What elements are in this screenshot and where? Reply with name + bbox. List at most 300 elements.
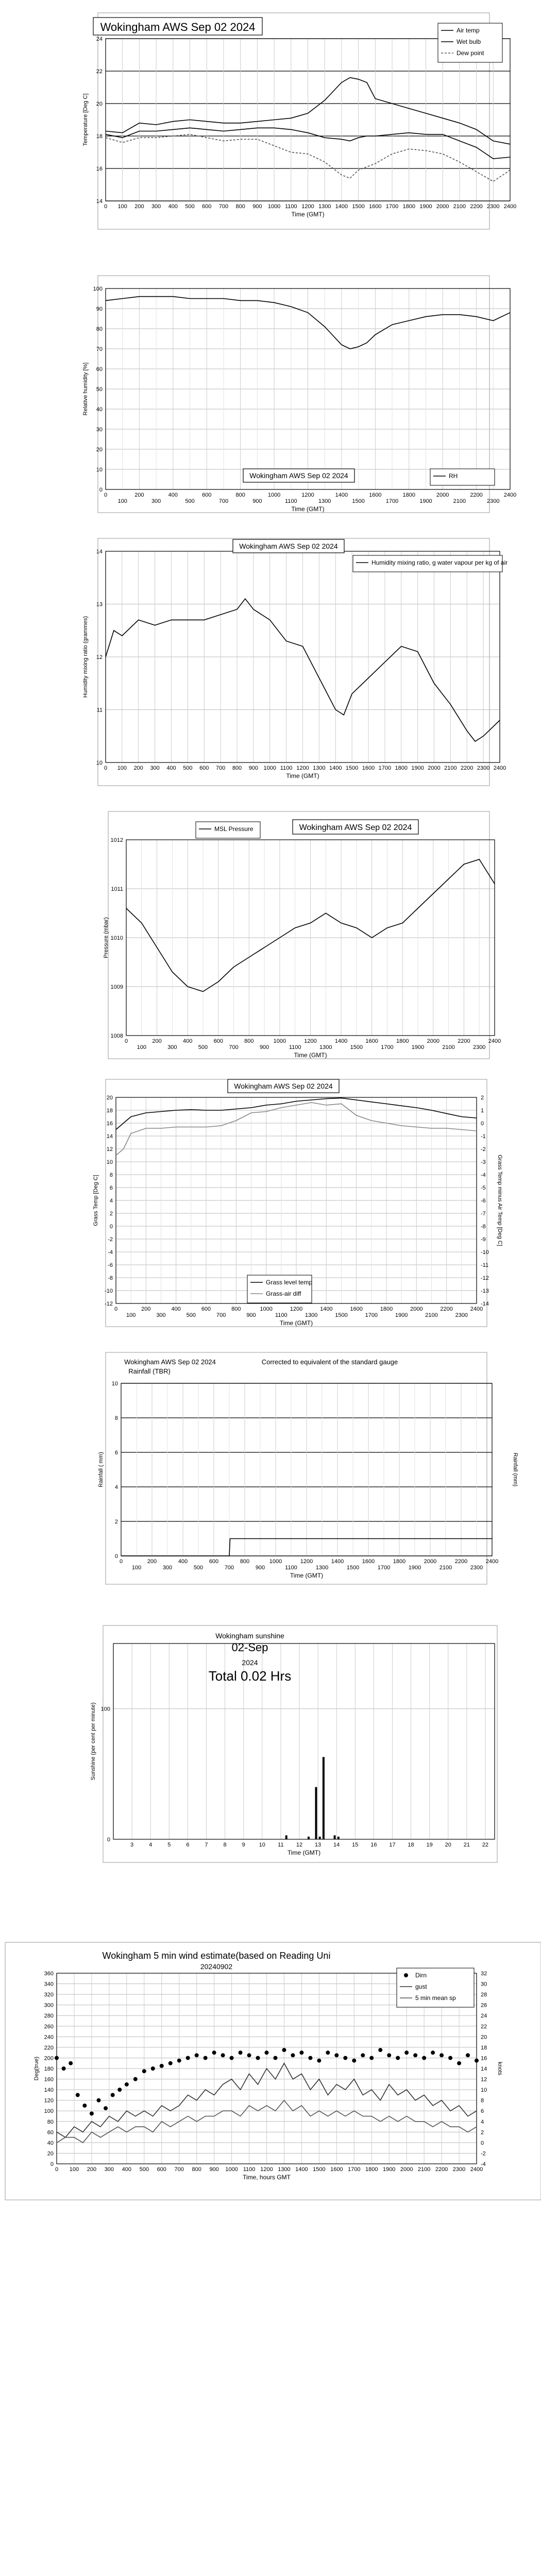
y-tick-label: 14 xyxy=(96,198,103,205)
y2-tick-label: 0 xyxy=(481,2140,484,2146)
y-axis-label: Pressure (mbar) xyxy=(103,917,109,958)
x-tick-label: 2300 xyxy=(487,498,500,504)
x-tick-label: 1500 xyxy=(335,1312,348,1318)
y2-tick-label: -4 xyxy=(481,2161,486,2167)
legend-label: Humidity mixing ratio, g water vapour per kg of air xyxy=(371,559,508,566)
y2-tick-label: -7 xyxy=(481,1211,486,1217)
x-tick-label: 200 xyxy=(87,2166,97,2173)
x-tick-label: 700 xyxy=(218,204,229,210)
x-tick-label: 1500 xyxy=(345,765,359,771)
y-tick-label: 20 xyxy=(96,447,103,453)
x-tick-label: 1900 xyxy=(382,2166,396,2173)
y-tick-label: 360 xyxy=(44,1971,54,1977)
x-tick-label: 1200 xyxy=(300,1558,313,1565)
wind-direction-point xyxy=(343,2056,347,2060)
y-tick-label: 100 xyxy=(93,286,103,292)
legend-label: Grass-air diff xyxy=(266,1290,301,1297)
x-tick-label: 500 xyxy=(185,204,195,210)
y-tick-label: 20 xyxy=(96,101,103,107)
y-tick-label: 0 xyxy=(107,1837,110,1843)
x-tick-label: 1200 xyxy=(301,492,314,498)
legend-label: gust xyxy=(415,1983,427,1990)
y-tick-label: 16 xyxy=(96,166,103,172)
y-tick-label: 8 xyxy=(114,1415,118,1421)
y-tick-label: -6 xyxy=(108,1262,113,1268)
x-tick-label: 100 xyxy=(117,204,127,210)
x-tick-label: 4 xyxy=(149,1842,153,1848)
wind-direction-point xyxy=(195,2053,199,2057)
y2-tick-label: 32 xyxy=(481,1971,487,1977)
humidity-chart-panel xyxy=(0,273,541,515)
y2-tick-label: 6 xyxy=(481,2108,484,2115)
y-tick-label: 220 xyxy=(44,2044,54,2051)
x-tick-label: 1600 xyxy=(350,1306,363,1312)
y-axis-label: Deg(true) xyxy=(33,2056,40,2081)
x-tick-label: 20 xyxy=(445,1842,451,1848)
x-tick-label: 600 xyxy=(213,1038,223,1044)
y2-tick-label: 8 xyxy=(481,2097,484,2104)
x-tick-label: 1900 xyxy=(419,204,432,210)
chart-subtitle: Rainfall (TBR) xyxy=(128,1367,171,1375)
wind-direction-point xyxy=(265,2050,269,2055)
chart-frame xyxy=(108,811,489,1059)
y2-tick-label: 16 xyxy=(481,2055,487,2062)
x-tick-label: 2100 xyxy=(425,1312,438,1318)
wind-direction-point xyxy=(133,2077,138,2081)
x-tick-label: 1400 xyxy=(329,765,342,771)
x-tick-label: 400 xyxy=(168,492,178,498)
y-tick-label: 1009 xyxy=(110,984,123,990)
y-tick-label: -2 xyxy=(108,1236,113,1243)
rainfall-chart xyxy=(0,1350,541,1587)
x-tick-label: 2400 xyxy=(493,765,506,771)
x-tick-label: 1100 xyxy=(280,765,293,771)
x-tick-label: 1700 xyxy=(385,498,399,504)
y-tick-label: 14 xyxy=(106,1133,113,1140)
wind-direction-point xyxy=(142,2069,146,2073)
wind-direction-point xyxy=(239,2050,243,2055)
sunshine-bar xyxy=(308,1837,310,1839)
x-tick-label: 1900 xyxy=(411,765,424,771)
wind-direction-point xyxy=(62,2066,66,2071)
x-tick-label: 1600 xyxy=(369,492,382,498)
x-axis-label: Time (GMT) xyxy=(287,1849,321,1856)
y2-tick-label: 2 xyxy=(481,2129,484,2136)
wind-direction-point xyxy=(69,2061,73,2065)
wind-direction-point xyxy=(186,2056,190,2060)
x-tick-label: 14 xyxy=(333,1842,340,1848)
x-tick-label: 1800 xyxy=(402,492,415,498)
sunshine-chart-panel xyxy=(0,1623,541,1865)
x-tick-label: 600 xyxy=(199,765,209,771)
x-tick-label: 1800 xyxy=(380,1306,393,1312)
x-axis-label: Time (GMT) xyxy=(294,1052,327,1059)
wind-direction-point xyxy=(387,2053,391,2057)
y-tick-label: 24 xyxy=(96,36,103,42)
x-tick-label: 2000 xyxy=(436,492,449,498)
y-tick-label: 14 xyxy=(96,549,103,555)
x-tick-label: 500 xyxy=(183,765,193,771)
x-tick-label: 1700 xyxy=(365,1312,378,1318)
y2-tick-label: -13 xyxy=(481,1288,489,1294)
x-tick-label: 1200 xyxy=(301,204,314,210)
x-tick-label: 2400 xyxy=(503,204,517,210)
x-tick-label: 1600 xyxy=(330,2166,343,2173)
chart-title: Wokingham AWS Sep 02 2024 xyxy=(234,1082,333,1090)
x-tick-label: 2000 xyxy=(427,1038,440,1044)
y2-tick-label: -2 xyxy=(481,1146,486,1153)
x-tick-label: 600 xyxy=(157,2166,166,2173)
relative-humidity-chart xyxy=(0,273,541,515)
y-tick-label: 30 xyxy=(96,427,103,433)
x-tick-label: 800 xyxy=(244,1038,254,1044)
y2-tick-label: -11 xyxy=(481,1262,489,1268)
x-tick-label: 2100 xyxy=(453,498,466,504)
y2-tick-label: -3 xyxy=(481,1159,486,1165)
y-tick-label: 60 xyxy=(47,2129,54,2136)
sunshine-bar xyxy=(285,1835,288,1839)
x-tick-label: 1400 xyxy=(335,492,348,498)
wind-direction-point xyxy=(378,2048,382,2052)
y-tick-label: 240 xyxy=(44,2034,54,2041)
x-tick-label: 2400 xyxy=(485,1558,499,1565)
wind-direction-point xyxy=(361,2053,365,2057)
y-tick-label: 50 xyxy=(96,386,103,393)
x-axis-label: Time, hours GMT xyxy=(243,2174,291,2181)
x-tick-label: 2300 xyxy=(487,204,500,210)
legend-label: Grass level temp xyxy=(266,1279,313,1286)
wind-direction-point xyxy=(273,2056,277,2060)
temperature-chart xyxy=(0,10,541,232)
x-tick-label: 1400 xyxy=(331,1558,344,1565)
x-tick-label: 1400 xyxy=(334,1038,348,1044)
x-tick-label: 700 xyxy=(229,1044,239,1050)
x-tick-label: 1900 xyxy=(395,1312,408,1318)
x-tick-label: 1900 xyxy=(411,1044,425,1050)
x-tick-label: 1100 xyxy=(243,2166,256,2173)
x-tick-label: 500 xyxy=(198,1044,208,1050)
x-tick-label: 1300 xyxy=(319,1044,332,1050)
x-tick-label: 2200 xyxy=(470,492,483,498)
x-tick-label: 1700 xyxy=(348,2166,361,2173)
wind-direction-point xyxy=(104,2106,108,2110)
y-tick-label: 13 xyxy=(96,601,103,608)
y2-tick-label: 30 xyxy=(481,1981,487,1988)
wind-chart xyxy=(0,1937,541,2205)
x-tick-label: 2400 xyxy=(488,1038,501,1044)
wind-direction-point xyxy=(177,2059,181,2063)
x-tick-label: 1800 xyxy=(396,1038,409,1044)
x-tick-label: 1600 xyxy=(362,765,375,771)
y2-tick-label: 28 xyxy=(481,1992,487,1998)
x-tick-label: 17 xyxy=(389,1842,396,1848)
wind-direction-point xyxy=(396,2056,400,2060)
legend-swatch xyxy=(404,1973,408,1977)
y-axis-label: Rainfall ( mm) xyxy=(98,1452,104,1487)
y-tick-label: 0 xyxy=(114,1553,118,1560)
x-tick-label: 1300 xyxy=(315,1565,329,1571)
chart-title: Wokingham AWS Sep 02 2024 xyxy=(299,823,412,832)
y2-tick-label: -14 xyxy=(481,1301,489,1307)
y-axis-label: Sunshine (per cent per minute) xyxy=(90,1702,96,1781)
y-tick-label: 100 xyxy=(44,2108,54,2115)
legend-label: 5 min mean sp xyxy=(415,1994,456,2002)
x-tick-label: 900 xyxy=(246,1312,256,1318)
x-axis-label: Time (GMT) xyxy=(291,505,325,513)
x-tick-label: 2200 xyxy=(435,2166,448,2173)
x-tick-label: 700 xyxy=(215,765,226,771)
x-tick-label: 2200 xyxy=(458,1038,470,1044)
y-tick-label: 11 xyxy=(96,707,103,714)
y2-tick-label: 0 xyxy=(481,1121,484,1127)
x-tick-label: 2000 xyxy=(436,204,449,210)
x-tick-label: 2100 xyxy=(439,1565,452,1571)
x-tick-label: 200 xyxy=(133,765,143,771)
wind-direction-point xyxy=(326,2050,330,2055)
chart-title: Wokingham sunshine xyxy=(215,1632,284,1640)
y-tick-label: 18 xyxy=(96,133,103,140)
y2-tick-label: 1 xyxy=(481,1108,484,1114)
x-tick-label: 100 xyxy=(131,1565,142,1571)
wind-direction-point xyxy=(117,2088,122,2092)
x-tick-label: 21 xyxy=(463,1842,470,1848)
x-tick-label: 1100 xyxy=(275,1312,288,1318)
x-tick-label: 11 xyxy=(278,1842,284,1848)
x-tick-label: 1100 xyxy=(284,498,297,504)
wind-direction-point xyxy=(431,2050,435,2055)
x-tick-label: 0 xyxy=(104,765,108,771)
x-tick-label: 900 xyxy=(259,1044,269,1050)
x-tick-label: 1000 xyxy=(263,765,276,771)
y-tick-label: 10 xyxy=(96,467,103,473)
y-tick-label: -8 xyxy=(108,1275,113,1281)
x-tick-label: 1800 xyxy=(402,204,415,210)
x-tick-label: 600 xyxy=(202,204,212,210)
wind-direction-point xyxy=(221,2053,225,2057)
x-tick-label: 1100 xyxy=(284,204,297,210)
wind-direction-point xyxy=(448,2056,452,2060)
chart-title: Wokingham AWS Sep 02 2024 xyxy=(239,542,338,550)
x-tick-label: 200 xyxy=(152,1038,162,1044)
y-tick-label: 90 xyxy=(96,306,103,312)
x-tick-label: 0 xyxy=(124,1038,128,1044)
y2-tick-label: 4 xyxy=(481,2119,484,2125)
x-tick-label: 0 xyxy=(114,1306,118,1312)
y-axis-label: Temperature [Deg C] xyxy=(82,93,89,146)
x-tick-label: 400 xyxy=(166,765,176,771)
x-tick-label: 300 xyxy=(156,1312,166,1318)
x-tick-label: 19 xyxy=(426,1842,433,1848)
wind-direction-point xyxy=(90,2111,94,2115)
chart-title: Wokingham AWS Sep 02 2024 xyxy=(249,471,348,480)
x-tick-label: 1800 xyxy=(395,765,408,771)
x-tick-label: 500 xyxy=(139,2166,149,2173)
sunshine-bar xyxy=(334,1835,336,1839)
x-tick-label: 900 xyxy=(252,498,262,504)
y-tick-label: 2 xyxy=(109,1211,113,1217)
x-tick-label: 100 xyxy=(126,1312,136,1318)
y-tick-label: 40 xyxy=(96,406,103,413)
x-tick-label: 1200 xyxy=(260,2166,273,2173)
y-tick-label: 0 xyxy=(50,2161,54,2167)
x-tick-label: 1700 xyxy=(378,765,392,771)
wind-direction-point xyxy=(282,2048,286,2052)
y-tick-label: 2 xyxy=(114,1519,118,1525)
y2-tick-label: -1 xyxy=(481,1133,486,1140)
y2-tick-label: -10 xyxy=(481,1249,489,1256)
x-tick-label: 400 xyxy=(122,2166,132,2173)
x-tick-label: 2100 xyxy=(417,2166,431,2173)
x-tick-label: 1500 xyxy=(352,498,365,504)
x-tick-label: 800 xyxy=(232,765,242,771)
x-tick-label: 16 xyxy=(370,1842,377,1848)
y2-tick-label: 2 xyxy=(481,1095,484,1101)
y-tick-label: 10 xyxy=(111,1381,118,1387)
wind-direction-point xyxy=(256,2056,260,2060)
wind-direction-point xyxy=(212,2050,216,2055)
chart-title: Wokingham AWS Sep 02 2024 xyxy=(100,21,256,33)
wind-direction-point xyxy=(111,2093,115,2097)
x-tick-label: 1200 xyxy=(296,765,309,771)
y-tick-label: 260 xyxy=(44,2023,54,2030)
y-tick-label: 40 xyxy=(47,2140,54,2146)
y2-tick-label: 26 xyxy=(481,2002,487,2009)
chart-frame xyxy=(106,1352,487,1584)
wind-direction-point xyxy=(352,2059,356,2063)
chart-subtitle: 02-Sep xyxy=(231,1641,268,1654)
x-tick-label: 1900 xyxy=(419,498,432,504)
x-tick-label: 2400 xyxy=(503,492,517,498)
y2-tick-label: -8 xyxy=(481,1224,486,1230)
x-tick-label: 9 xyxy=(242,1842,245,1848)
y2-tick-label: 20 xyxy=(481,2034,487,2041)
wind-direction-point xyxy=(334,2053,339,2057)
x-tick-label: 13 xyxy=(314,1842,322,1848)
x-tick-label: 3 xyxy=(130,1842,134,1848)
x-tick-label: 2200 xyxy=(461,765,474,771)
x-tick-label: 2300 xyxy=(472,1044,486,1050)
x-tick-label: 1300 xyxy=(313,765,326,771)
x-tick-label: 2300 xyxy=(470,1565,483,1571)
y-tick-label: -4 xyxy=(108,1249,113,1256)
x-tick-label: 400 xyxy=(182,1038,193,1044)
wind-direction-point xyxy=(247,2053,251,2057)
y2-tick-label: 22 xyxy=(481,2023,487,2030)
y-tick-label: -10 xyxy=(105,1288,113,1294)
y-tick-label: 12 xyxy=(96,654,103,660)
y-tick-label: 4 xyxy=(109,1198,113,1204)
x-tick-label: 1700 xyxy=(385,204,399,210)
chart-title: Wokingham 5 min wind estimate(based on Reading Uni xyxy=(102,1951,331,1961)
wind-direction-point xyxy=(168,2061,173,2065)
x-tick-label: 15 xyxy=(352,1842,359,1848)
y-tick-label: 200 xyxy=(44,2055,54,2062)
x-tick-label: 0 xyxy=(119,1558,123,1565)
x-tick-label: 100 xyxy=(117,765,127,771)
x-tick-label: 2300 xyxy=(452,2166,466,2173)
x-tick-label: 900 xyxy=(252,204,262,210)
wind-direction-point xyxy=(125,2082,129,2087)
x-tick-label: 700 xyxy=(218,498,229,504)
x-tick-label: 2400 xyxy=(470,1306,483,1312)
wind-direction-point xyxy=(413,2053,417,2057)
x-tick-label: 800 xyxy=(235,204,245,210)
year-label: 2024 xyxy=(242,1658,258,1667)
x-tick-label: 600 xyxy=(201,1306,211,1312)
x-tick-label: 1700 xyxy=(381,1044,394,1050)
x-tick-label: 1500 xyxy=(313,2166,326,2173)
rainfall-chart-panel xyxy=(0,1350,541,1587)
x-tick-label: 1300 xyxy=(278,2166,291,2173)
x-tick-label: 400 xyxy=(168,204,178,210)
pressure-chart xyxy=(0,809,541,1061)
x-tick-label: 2000 xyxy=(410,1306,423,1312)
x-tick-label: 0 xyxy=(104,204,108,210)
sunshine-bar xyxy=(315,1787,317,1839)
x-tick-label: 500 xyxy=(186,1312,196,1318)
x-tick-label: 2200 xyxy=(470,204,483,210)
x-axis-label: Time (GMT) xyxy=(291,211,325,218)
pressure-chart-panel xyxy=(0,809,541,1061)
y-tick-label: 80 xyxy=(47,2119,54,2125)
grass-temp-chart-panel xyxy=(0,1077,541,1329)
y2-axis-label: Rainfall (mm) xyxy=(512,1452,518,1487)
y-tick-label: 20 xyxy=(47,2150,54,2157)
x-tick-label: 700 xyxy=(174,2166,184,2173)
x-tick-label: 800 xyxy=(240,1558,250,1565)
x-tick-label: 1800 xyxy=(393,1558,406,1565)
chart-frame xyxy=(100,1625,497,1862)
x-tick-label: 1400 xyxy=(335,204,348,210)
x-tick-label: 8 xyxy=(223,1842,227,1848)
y2-tick-label: 24 xyxy=(481,2013,487,2020)
x-tick-label: 7 xyxy=(205,1842,208,1848)
y-tick-label: 300 xyxy=(44,2002,54,2009)
y-tick-label: 100 xyxy=(100,1706,110,1713)
y2-tick-label: -12 xyxy=(481,1275,489,1281)
wind-direction-point xyxy=(466,2053,470,2057)
wind-direction-point xyxy=(369,2056,374,2060)
y-axis-label: Relative humidity [%] xyxy=(82,362,89,416)
x-tick-label: 2300 xyxy=(477,765,490,771)
x-tick-label: 100 xyxy=(69,2166,79,2173)
wind-chart-panel xyxy=(0,1937,541,2205)
wind-direction-point xyxy=(291,2053,295,2057)
wind-direction-point xyxy=(457,2061,461,2065)
x-tick-label: 1000 xyxy=(267,492,281,498)
x-tick-label: 0 xyxy=(55,2166,59,2173)
x-tick-label: 600 xyxy=(209,1558,219,1565)
x-tick-label: 1100 xyxy=(289,1044,301,1050)
wind-direction-point xyxy=(97,2098,101,2103)
x-tick-label: 1500 xyxy=(352,204,365,210)
y2-tick-label: -6 xyxy=(481,1198,486,1204)
total-label: Total 0.02 Hrs xyxy=(208,1668,292,1684)
x-tick-label: 2100 xyxy=(453,204,466,210)
y-axis-label: Grass Temp [Deg C] xyxy=(93,1175,99,1226)
legend-label: Dew point xyxy=(457,49,484,57)
y-tick-label: 340 xyxy=(44,1981,54,1988)
x-tick-label: 400 xyxy=(171,1306,181,1312)
grass-temperature-chart xyxy=(0,1077,541,1329)
wind-direction-point xyxy=(82,2104,87,2108)
y2-tick-label: -9 xyxy=(481,1236,486,1243)
wind-direction-point xyxy=(475,2059,479,2063)
legend-label: Wet bulb xyxy=(457,38,481,45)
x-tick-label: 1200 xyxy=(290,1306,303,1312)
x-tick-label: 22 xyxy=(482,1842,489,1848)
x-tick-label: 12 xyxy=(296,1842,303,1848)
